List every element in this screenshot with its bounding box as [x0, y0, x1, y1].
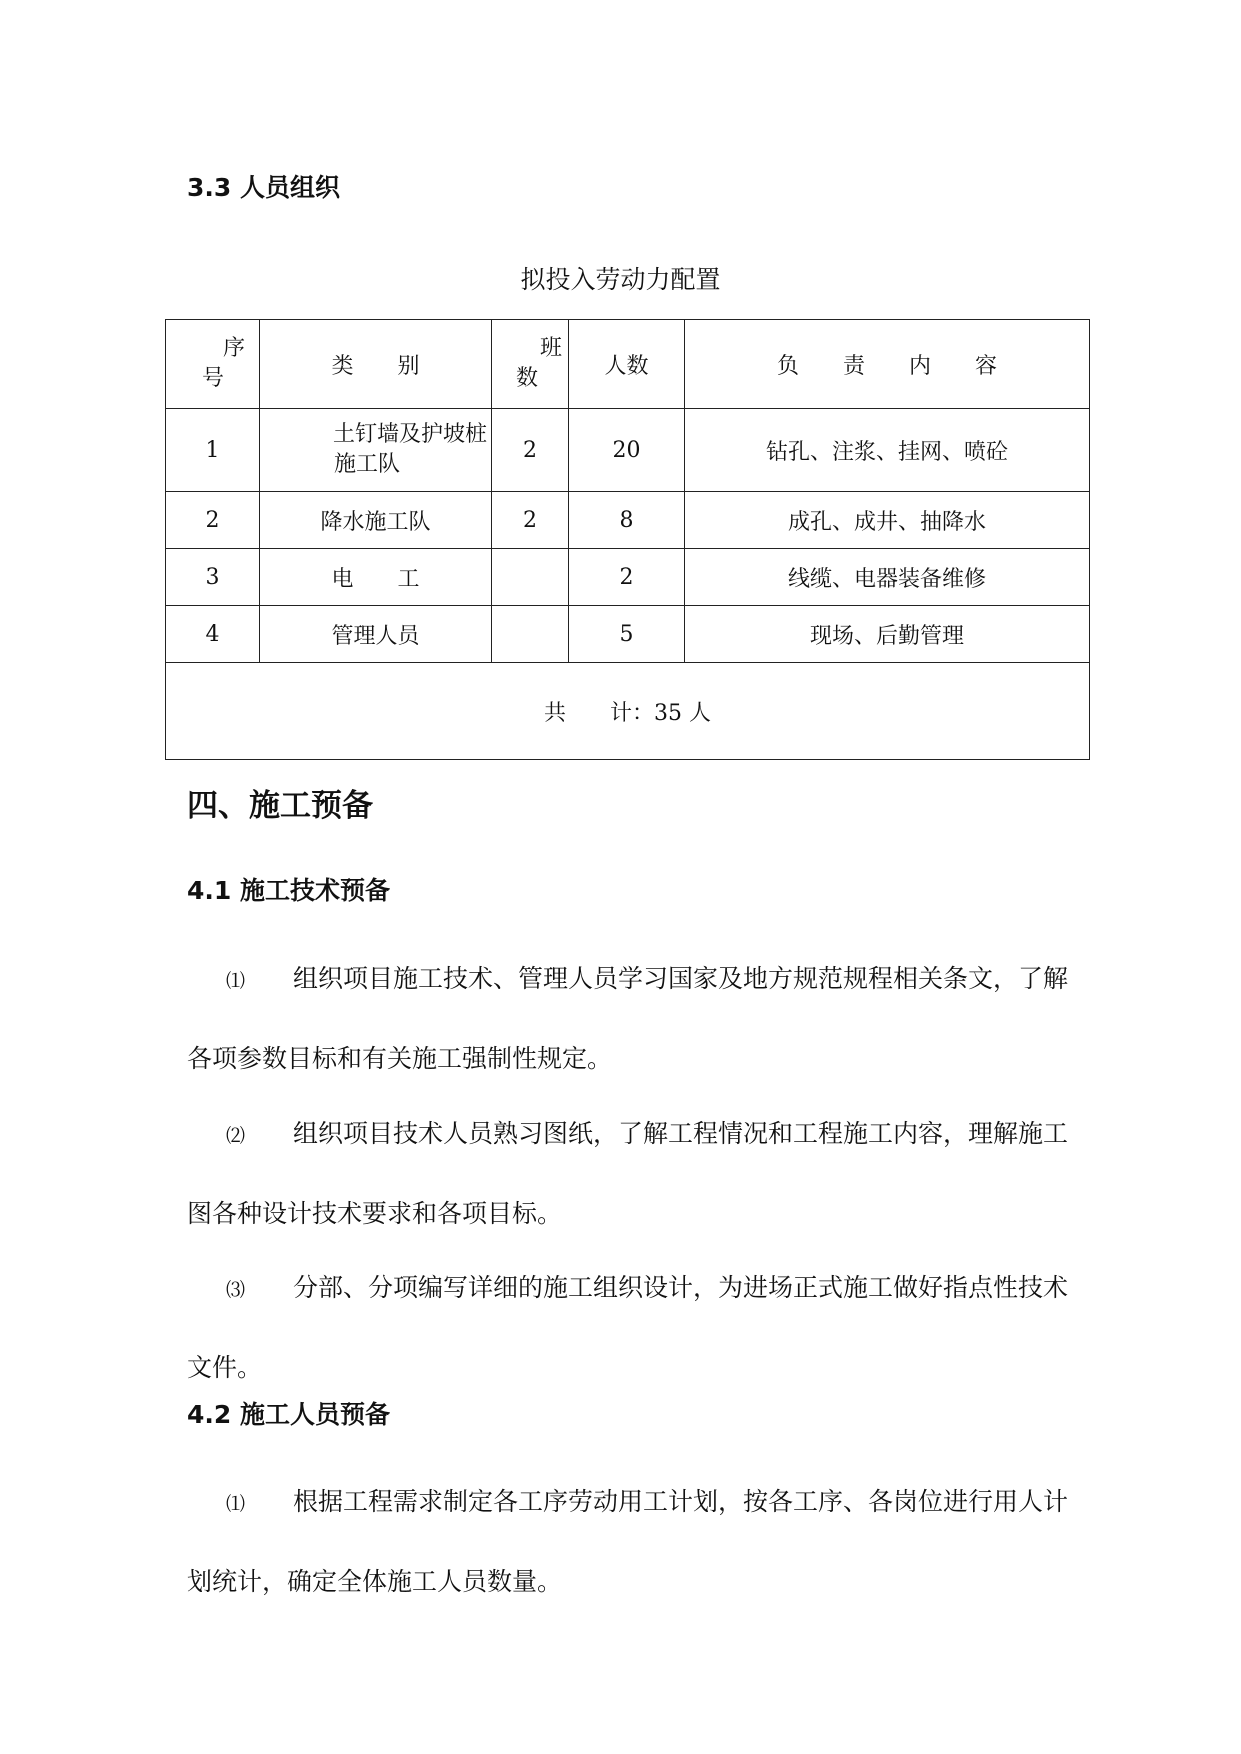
- section-4-2-items: [187, 1463, 1087, 1620]
- row-seq: 2: [166, 492, 260, 549]
- chapter-4-heading: 四、施工预备: [187, 788, 373, 824]
- item-text: 根据工程需求制定各工序劳动用工计划，按各工序、各岗位进行用人计划统计，确定全体施工人员数量。: [187, 1487, 1069, 1596]
- list-item: ⑴ 根据工程需求制定各工序劳动用工计划，按各工序、各岗位进行用人计划统计，确定全体施工人员数量。: [187, 1487, 1069, 1596]
- header-team-line1: 班: [539, 336, 562, 361]
- row-category: 电 工: [260, 549, 492, 606]
- row-duty: 现场、后勤管理: [685, 606, 1090, 663]
- row-seq: 1: [166, 409, 260, 492]
- table-row: [166, 492, 1090, 549]
- table-header-row: [166, 320, 1090, 409]
- section-4-2-heading: 4.2 施工人员预备: [187, 1400, 390, 1429]
- section-3-3-heading: 3.3 人员组织: [187, 173, 340, 202]
- row-people: 20: [569, 409, 685, 492]
- header-team-line2: 数: [516, 366, 539, 391]
- header-duty: 负 责 内 容: [685, 320, 1090, 409]
- row-team: 2: [492, 409, 569, 492]
- section-4-1-items: [187, 940, 1087, 1406]
- header-seq: [166, 320, 260, 409]
- section-4-1-heading: 4.1 施工技术预备: [187, 876, 390, 905]
- list-item: ⑴ 组织项目施工技术、管理人员学习国家及地方规范规程相关条文，了解各项参数目标和有关施工强制性规定。: [187, 964, 1069, 1073]
- header-team: [492, 320, 569, 409]
- row-category: [260, 409, 492, 492]
- table-row: [166, 409, 1090, 492]
- header-seq-line1: 序: [222, 336, 245, 361]
- header-people: 人数: [569, 320, 685, 409]
- row-category: 管理人员: [260, 606, 492, 663]
- labor-allocation-table: [165, 319, 1090, 760]
- table-row: [166, 549, 1090, 606]
- table-total: 共 计：35 人: [166, 663, 1090, 760]
- row-duty: 成孔、成井、抽降水: [685, 492, 1090, 549]
- row-category: 降水施工队: [260, 492, 492, 549]
- table-caption: 拟投入劳动力配置: [520, 265, 721, 294]
- row-people: 5: [569, 606, 685, 663]
- row-seq: 3: [166, 549, 260, 606]
- header-category: 类 别: [260, 320, 492, 409]
- row-category-line1: 土钉墙及护坡桩: [332, 422, 487, 447]
- item-text: 组织项目技术人员熟习图纸，了解工程情况和工程施工内容，理解施工图各种设计技术要求和各项目标。: [187, 1119, 1069, 1228]
- row-team: [492, 606, 569, 663]
- table-total-row: [166, 663, 1090, 760]
- item-text: 组织项目施工技术、管理人员学习国家及地方规范规程相关条文，了解各项参数目标和有关施工强制性规定。: [187, 964, 1069, 1073]
- list-item: ⑶ 分部、分项编写详细的施工组织设计，为进场正式施工做好指点性技术文件。: [187, 1273, 1069, 1382]
- list-item: ⑵ 组织项目技术人员熟习图纸，了解工程情况和工程施工内容，理解施工图各种设计技术要求和各项目标。: [187, 1119, 1069, 1228]
- row-people: 8: [569, 492, 685, 549]
- item-text: 分部、分项编写详细的施工组织设计，为进场正式施工做好指点性技术文件。: [187, 1273, 1069, 1382]
- row-seq: 4: [166, 606, 260, 663]
- row-team: [492, 549, 569, 606]
- row-people: 2: [569, 549, 685, 606]
- row-team: 2: [492, 492, 569, 549]
- row-category-line2: 施工队: [334, 452, 401, 477]
- table-row: [166, 606, 1090, 663]
- header-seq-line2: 号: [202, 366, 225, 391]
- row-duty: 线缆、电器装备维修: [685, 549, 1090, 606]
- row-duty: 钻孔、注浆、挂网、喷砼: [685, 409, 1090, 492]
